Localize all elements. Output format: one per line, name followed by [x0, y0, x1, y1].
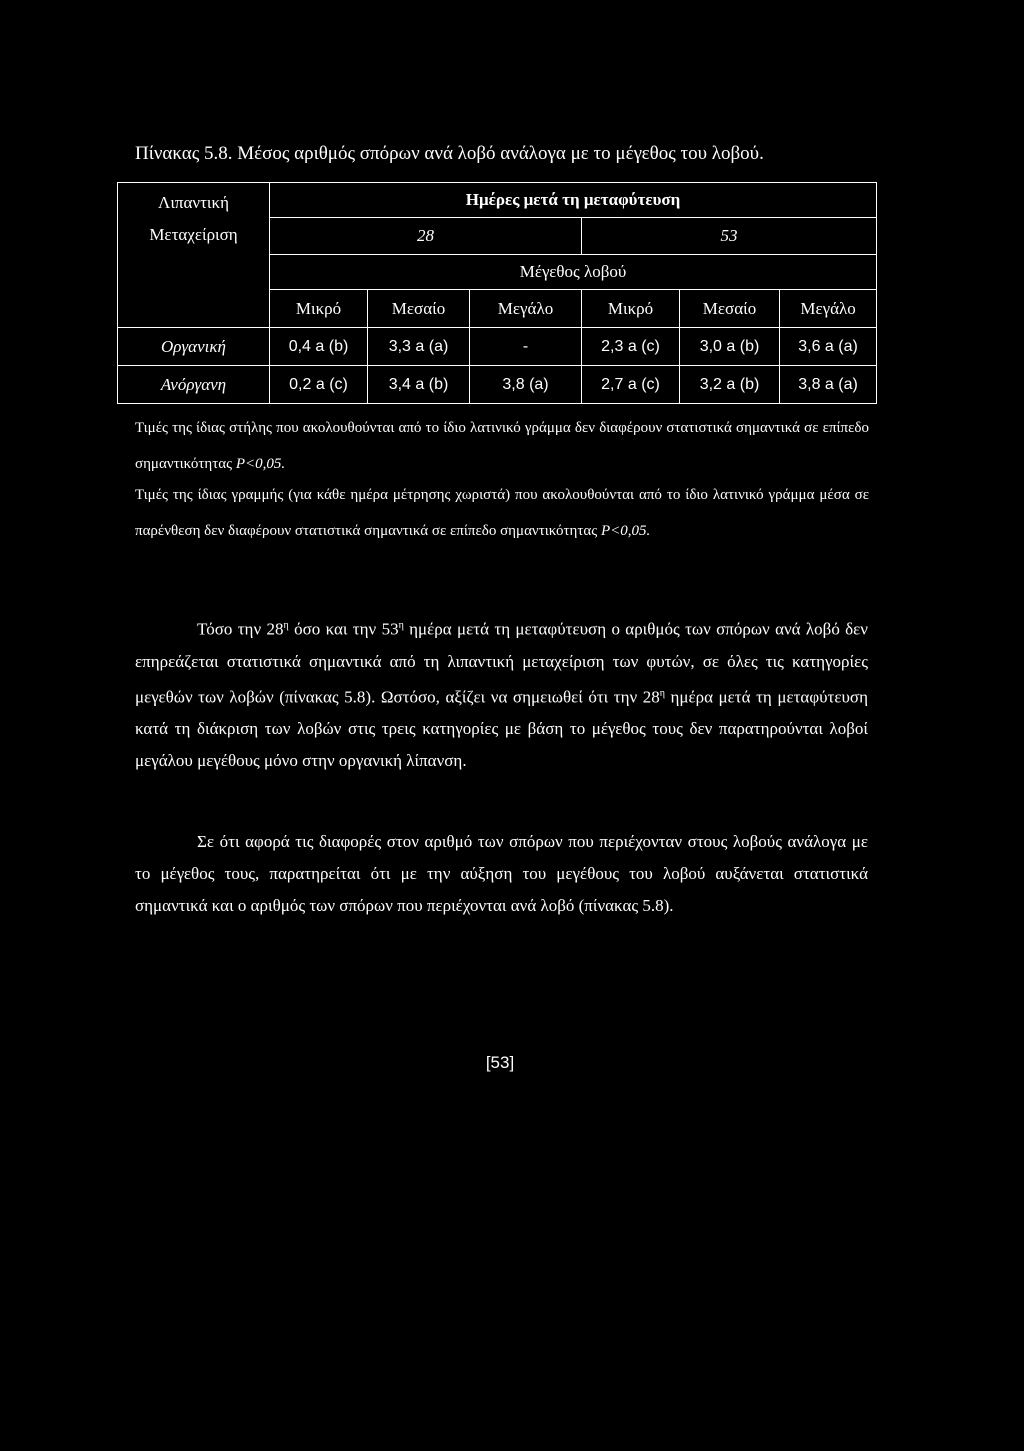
p1-superscript: η	[659, 687, 665, 699]
p1-part-b: όσο και την 53	[288, 619, 399, 639]
table-row	[118, 366, 877, 404]
p2-text: Σε ότι αφορά τις διαφορές στον αριθμό των σπόρων που περιέχονταν στους λοβούς ανάλογα με το μέγεθος τους, παρατηρείται ότι με την αύξηση του μεγέθους του λοβού αυξάνεται στατιστικά σημαντικά και ο αριθμός των σπόρων που περιέχονται ανά λοβό (πίνακας 5.8).	[135, 832, 868, 915]
table-cell: 3,6 a (a)	[780, 328, 877, 366]
size-header-cell: Μεγάλο	[470, 290, 582, 328]
table-cell: 3,4 a (b)	[368, 366, 470, 404]
table-cell: 3,2 a (b)	[680, 366, 780, 404]
p1-part-d: ημέρα μετά τη μεταφύτευση κατά τη διάκριση των λοβών στις τρεις κατηγορίες με βάση το μέγεθος τους δεν παρατηρούνται λοβοί μεγάλου μεγέθους μόνο στην οργανική λίπανση.	[135, 687, 868, 771]
p1-superscript: η	[283, 620, 289, 631]
table-cell: 3,8 (a)	[470, 366, 582, 404]
seeds-per-pod-table	[117, 182, 877, 404]
table-cell: 2,3 a (c)	[582, 328, 680, 366]
table-cell: -	[470, 328, 582, 366]
days-after-transplant-header: Ημέρες μετά τη μεταφύτευση	[270, 183, 877, 218]
size-header-cell: Μεγάλο	[780, 290, 877, 328]
day-53-header: 53	[582, 218, 877, 255]
body-paragraph-2	[135, 826, 868, 922]
size-header-cell: Μεσαίο	[368, 290, 470, 328]
body-paragraph-1	[135, 610, 868, 777]
row-label-organic: Οργανική	[118, 328, 270, 366]
note-column-significance: P<0,05.	[235, 456, 286, 472]
table-note-row	[135, 477, 869, 549]
table-cell: 3,0 a (b)	[680, 328, 780, 366]
size-header-cell: Μεσαίο	[680, 290, 780, 328]
fertilization-header-line1: Λιπαντική	[158, 193, 229, 212]
p1-part-a: Τόσο την 28	[197, 619, 284, 639]
table-note-column	[135, 410, 869, 482]
pod-size-header: Μέγεθος λοβού	[270, 255, 877, 290]
note-column-text: Τιμές της ίδιας στήλης που ακολουθούνται από το ίδιο λατινικό γράμμα δεν διαφέρουν στατιστικά σημαντικά σε επίπεδο σημαντικότητας	[135, 420, 869, 472]
fertilization-header-line2: Μεταχείριση	[149, 225, 238, 244]
page-number: [53]	[485, 1053, 515, 1072]
p1-part-c: ημέρα μετά τη μεταφύτευση ο αριθμός των σπόρων ανά λοβό δεν επηρεάζεται στατιστικά σημαντικά από τη λιπαντική μεταχείριση των φυτών, σε όλες τις κατηγορίες μεγεθών των λοβών (πίνακας 5.8). Ωστόσο, αξίζει να σημειωθεί ότι την 28	[135, 619, 868, 707]
table-cell: 0,2 a (c)	[270, 366, 368, 404]
p1-superscript: η	[398, 620, 404, 631]
table-caption: Πίνακας 5.8. Μέσος αριθμός σπόρων ανά λοβό ανάλογα με το μέγεθος του λοβού.	[135, 143, 764, 164]
size-header-cell: Μικρό	[270, 290, 368, 328]
table-cell: 0,4 a (b)	[270, 328, 368, 366]
size-header-cell: Μικρό	[582, 290, 680, 328]
note-row-significance: P<0,05.	[600, 523, 651, 539]
fertilization-header-cell	[118, 183, 270, 328]
row-label-inorganic: Ανόργανη	[118, 366, 270, 404]
day-28-header: 28	[270, 218, 582, 255]
table-cell: 3,8 a (a)	[780, 366, 877, 404]
table-cell: 2,7 a (c)	[582, 366, 680, 404]
note-row-text: Τιμές της ίδιας γραμμής (για κάθε ημέρα μέτρησης χωριστά) που ακολουθούνται από το ίδιο λατινικό γράμμα μέσα σε παρένθεση δεν διαφέρουν στατιστικά σημαντικά σε επίπεδο σημαντικότητας	[135, 487, 869, 539]
table-cell: 3,3 a (a)	[368, 328, 470, 366]
table-row	[118, 328, 877, 366]
